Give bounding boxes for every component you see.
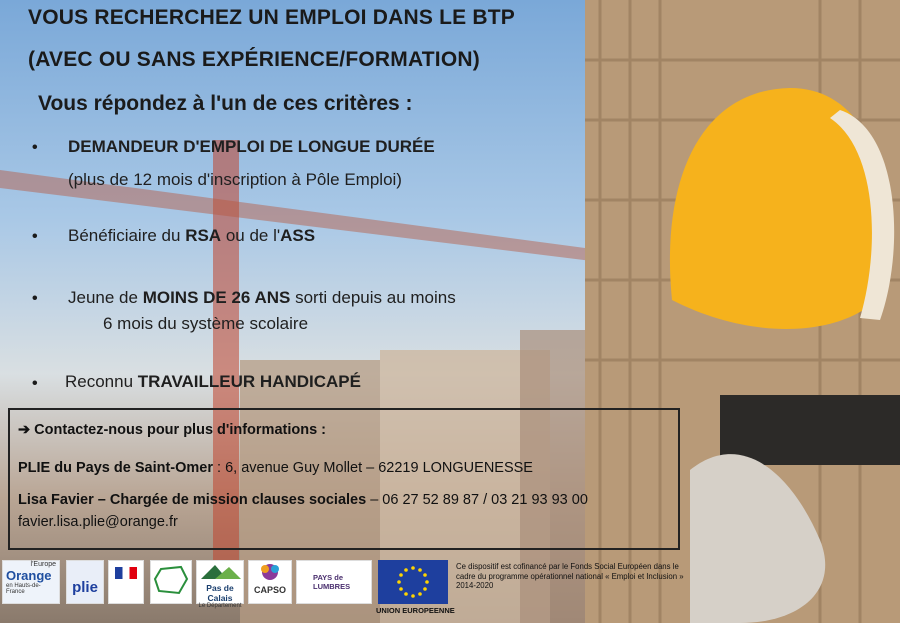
criterion-4 [65, 372, 361, 392]
bullet-1: • [32, 139, 38, 156]
contact-address: : 6, avenue Guy Mollet – 62219 LONGUENESSE [213, 460, 533, 476]
contact-person: Lisa Favier – Chargée de mission clauses sociales [18, 492, 367, 508]
capso-flower-icon [249, 561, 291, 583]
hauts-de-france-logo [150, 560, 192, 604]
criterion-3-part1: Jeune de [68, 288, 143, 307]
pas-de-calais-label: Pas de Calais [206, 583, 234, 603]
region-map-icon [151, 565, 191, 595]
contact-heading: ➔ Contactez-nous pour plus d'informations : [18, 422, 327, 438]
criterion-2-part1: Bénéficiaire du [68, 226, 186, 245]
bullet-4: • [32, 375, 38, 392]
europe-small-label: l'Europe [30, 561, 56, 568]
contact-org: PLIE du Pays de Saint-Omer [18, 460, 213, 476]
orange-sub: en Hauts-de-France [6, 583, 41, 595]
criterion-4-part1: Reconnu [65, 372, 138, 391]
bullet-2: • [32, 228, 38, 245]
belt [720, 395, 900, 465]
plie-logo [66, 560, 104, 604]
criterion-3-detail: 6 mois du système scolaire [103, 314, 309, 333]
eu-flag-icon [378, 560, 448, 604]
plie-wordmark: plie [72, 579, 98, 596]
orange-wordmark: Orange [6, 568, 52, 583]
contact-person-line [18, 492, 588, 508]
criterion-2-ass: ASS [280, 226, 316, 245]
contact-address-line [18, 460, 533, 476]
criterion-2 [68, 226, 315, 246]
pays-lumbres-logo [296, 560, 372, 604]
republique-logo [108, 560, 144, 604]
criterion-3-part2: sorti depuis au moins [290, 288, 456, 307]
pas-de-calais-sub: Le Département [198, 603, 242, 609]
criterion-2-part2: ou de l' [221, 226, 281, 245]
fse-cofinancing-text: Ce dispositif est cofinancé par le Fonds Social Européen dans le cadre du programme opérationnel national « Emploi et Inclusion » 2014-2020 [456, 562, 684, 591]
pas-de-calais-icon [197, 563, 243, 581]
flag-icon [115, 567, 137, 579]
criterion-1-detail: (plus de 12 mois d'inscription à Pôle Emploi) [68, 170, 402, 189]
criterion-3 [68, 288, 456, 308]
criteria-intro: Vous répondez à l'un de ces critères : [38, 92, 413, 115]
union-europeenne-label: UNION EUROPEENNE [376, 606, 455, 615]
criterion-3-age: MOINS DE 26 ANS [142, 288, 291, 307]
pays-lumbres-label: PAYS de LUMBRES [313, 573, 351, 591]
capso-logo [248, 560, 292, 604]
bullet-3: • [32, 290, 38, 307]
pas-de-calais-logo [196, 560, 244, 609]
contact-email[interactable]: favier.lisa.plie@orange.fr [18, 514, 178, 530]
criterion-4-handicap: TRAVAILLEUR HANDICAPÉ [137, 372, 361, 391]
criterion-2-rsa: RSA [185, 226, 222, 245]
orange-logo [2, 560, 60, 604]
headline-line1: VOUS RECHERCHEZ UN EMPLOI DANS LE BTP [28, 6, 515, 29]
headline-line2: (AVEC OU SANS EXPÉRIENCE/FORMATION) [28, 48, 480, 71]
criterion-1-title: DEMANDEUR D'EMPLOI DE LONGUE DURÉE [68, 137, 435, 156]
contact-box [8, 408, 680, 550]
capso-label: CAPSO [253, 585, 286, 595]
contact-phones: – 06 27 52 89 87 / 03 21 93 93 00 [366, 492, 588, 508]
